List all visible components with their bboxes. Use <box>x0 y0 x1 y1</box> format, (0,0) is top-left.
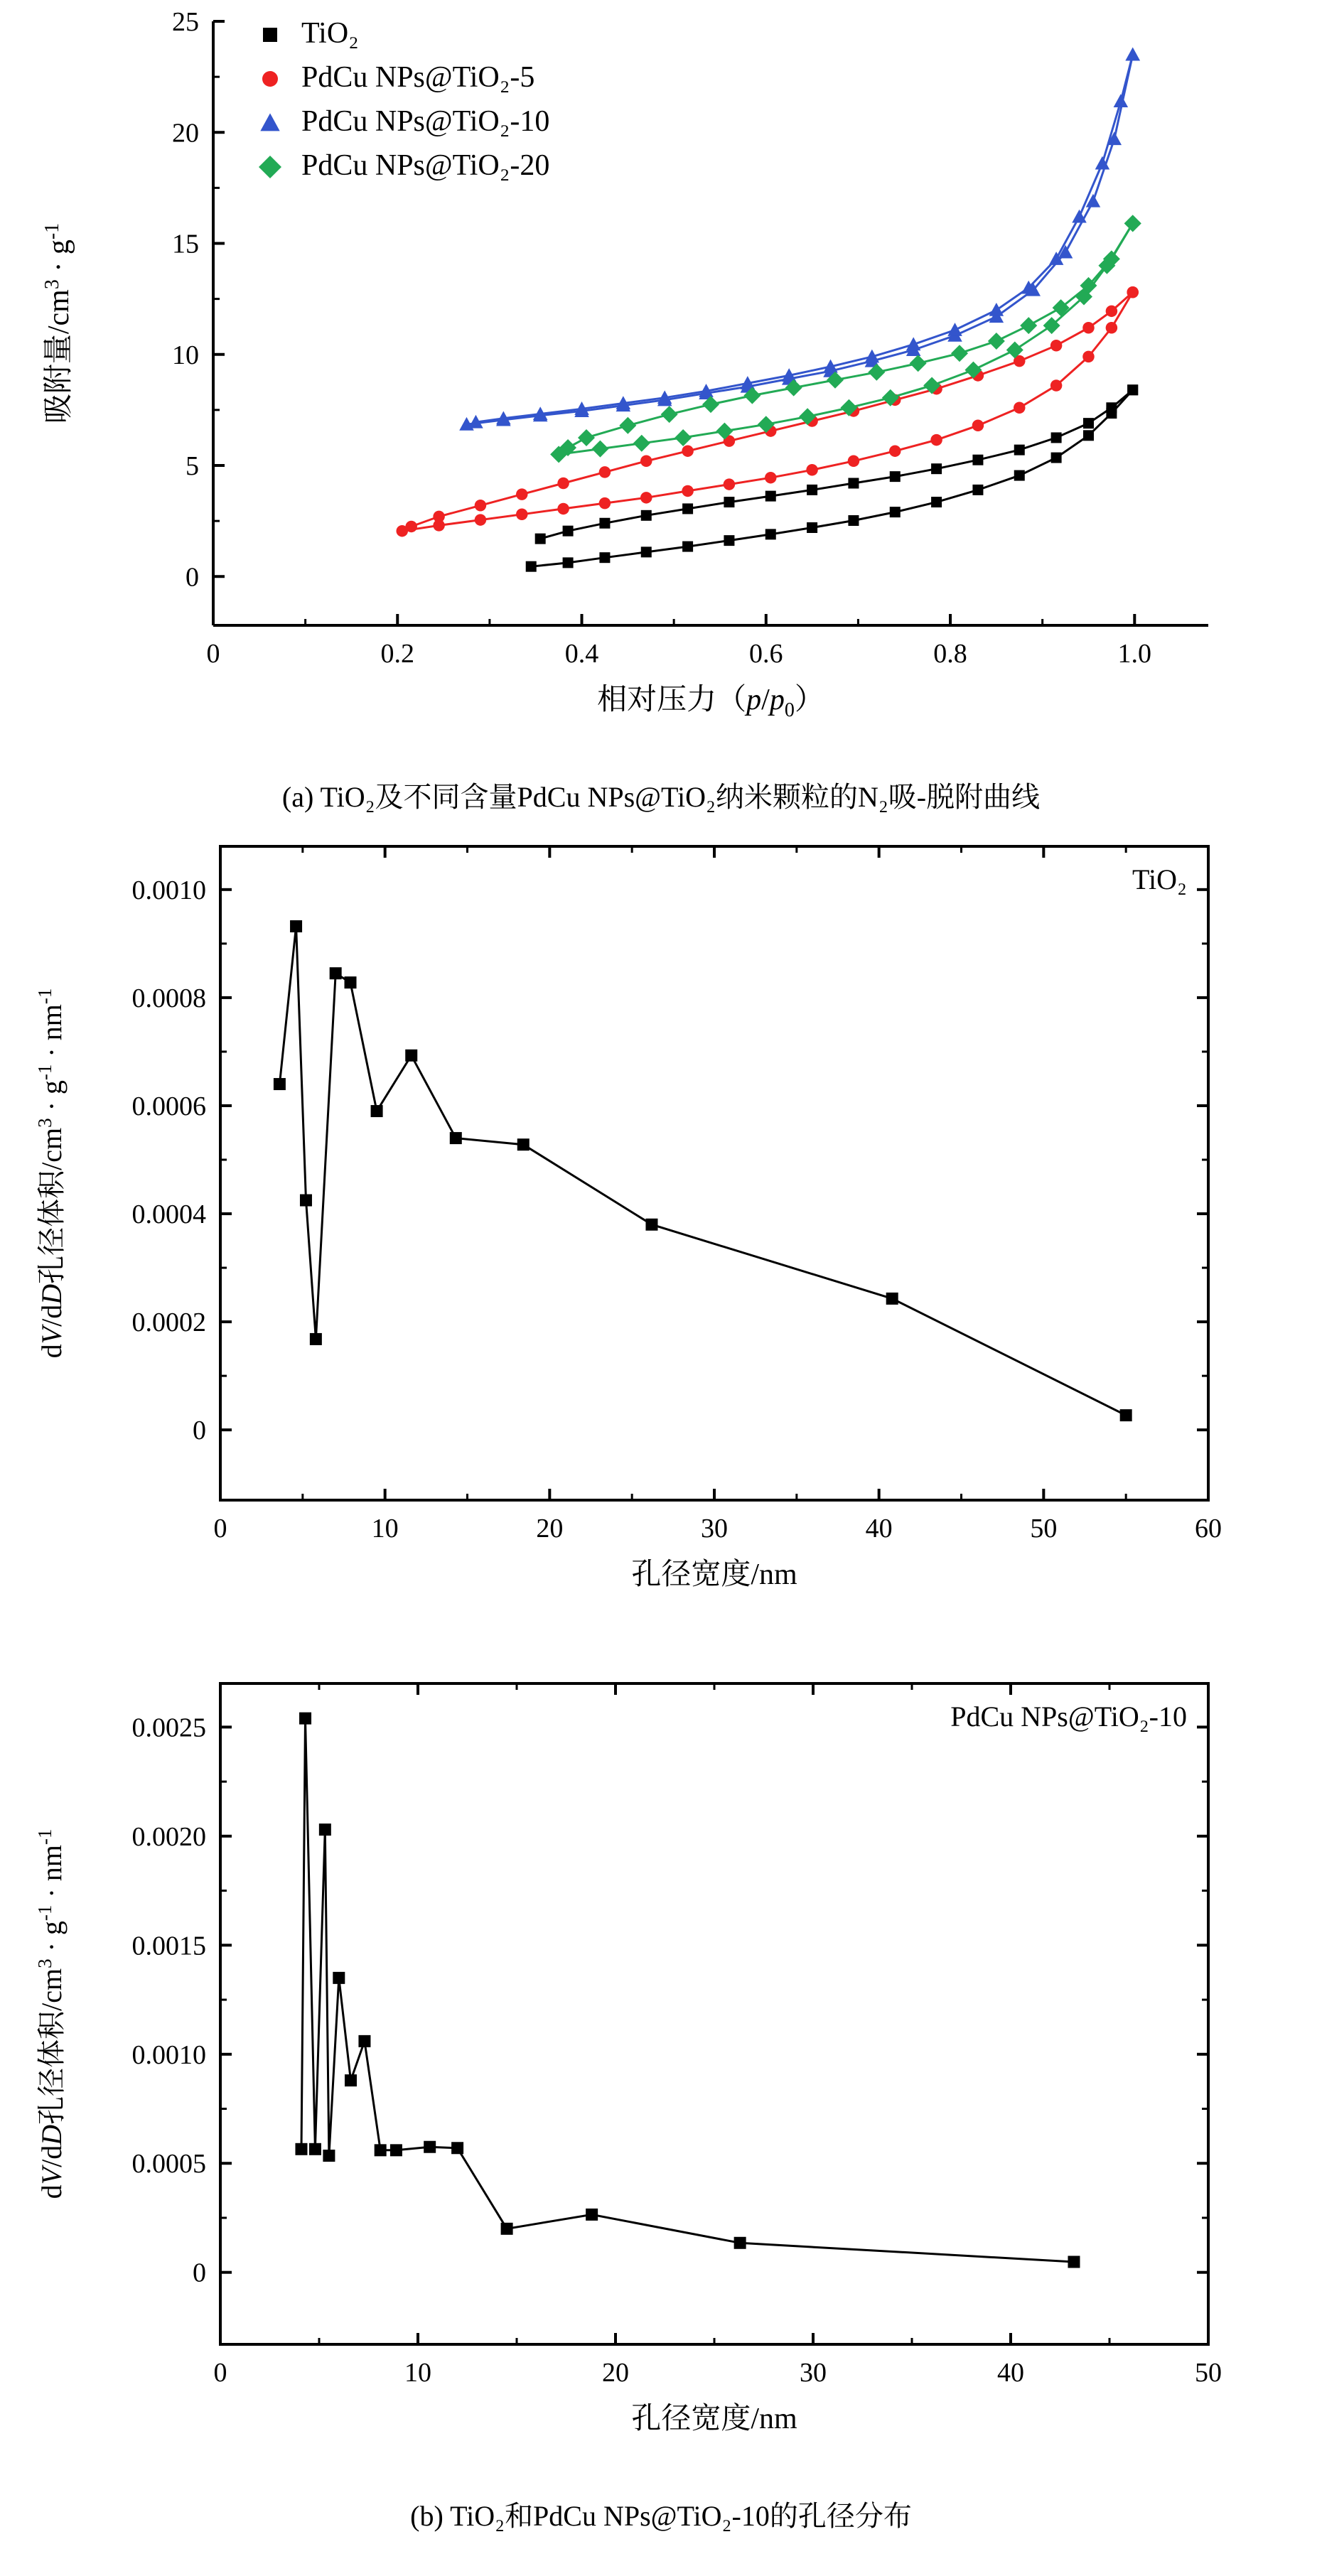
legend-label: PdCu NPs@TiO₂-10 <box>301 105 550 138</box>
series-2 <box>459 48 1140 431</box>
panel-psd-tio2 <box>0 825 1322 1649</box>
data-marker <box>1083 430 1094 441</box>
data-marker <box>390 2144 402 2156</box>
data-marker <box>1082 322 1095 334</box>
data-marker <box>641 546 652 557</box>
legend-label: PdCu NPs@TiO₂-20 <box>301 149 550 182</box>
data-marker <box>889 445 901 457</box>
data-marker <box>563 526 574 537</box>
data-marker <box>599 552 610 563</box>
data-marker <box>1106 322 1118 334</box>
y-tick-label: 0.0015 <box>131 1931 206 1961</box>
data-marker <box>1050 340 1063 352</box>
data-marker <box>516 488 528 500</box>
data-marker <box>300 1195 312 1207</box>
data-marker <box>765 491 776 502</box>
y-tick-label: 0.0010 <box>131 2039 206 2070</box>
data-marker <box>371 1105 383 1117</box>
data-marker <box>557 478 569 490</box>
data-marker <box>988 333 1005 350</box>
data-marker <box>591 441 608 458</box>
data-marker <box>931 497 942 507</box>
caption-b: (b) TiO₂和PdCu NPs@TiO₂-10的孔径分布 <box>410 2500 912 2532</box>
plot-frame <box>220 1683 1208 2344</box>
x-axis-label: 相对压力$(p/p_0)$ <box>597 684 824 721</box>
data-marker <box>1050 379 1063 392</box>
data-marker <box>319 1823 331 1836</box>
x-tick-label: 10 <box>371 1514 399 1543</box>
y-axis-label: dV/dD孔径体积$/cm^3 \cdot g^{-1} \cdot nm^{-1}$ <box>34 1828 68 2199</box>
data-marker <box>848 478 859 489</box>
data-marker <box>405 1050 417 1062</box>
data-marker <box>262 71 278 87</box>
data-marker <box>375 2144 387 2156</box>
data-marker <box>640 456 652 468</box>
data-marker <box>599 466 611 478</box>
data-marker <box>765 472 777 484</box>
caption-a: (a) TiO₂及不同含量PdCu NPs@TiO₂纳米颗粒的N₂吸-脱附曲线 <box>281 781 1041 813</box>
data-marker <box>599 518 610 529</box>
data-marker <box>295 2143 307 2155</box>
data-marker <box>557 503 569 515</box>
data-marker <box>1106 402 1117 413</box>
data-marker <box>734 2237 746 2249</box>
data-marker <box>1127 286 1139 298</box>
data-marker <box>645 1219 657 1231</box>
data-marker <box>451 2142 463 2154</box>
data-marker <box>1082 351 1095 363</box>
series-3 <box>550 215 1141 463</box>
data-marker <box>951 345 968 362</box>
y-tick-label: 25 <box>172 7 199 37</box>
data-marker <box>333 1972 345 1984</box>
x-axis-label: 孔径宽度/nm <box>631 2403 797 2435</box>
data-marker <box>517 1138 530 1150</box>
x-axis-label: 孔径宽度/nm <box>631 1558 797 1591</box>
data-marker <box>475 500 487 512</box>
data-marker <box>1106 306 1118 318</box>
data-marker <box>309 2143 321 2155</box>
data-marker <box>807 485 817 495</box>
data-marker <box>475 514 487 526</box>
data-marker <box>310 1333 322 1345</box>
data-marker <box>724 478 736 490</box>
data-marker <box>806 464 818 476</box>
x-tick-label: 60 <box>1195 1514 1222 1543</box>
x-tick-label: 0.6 <box>749 639 783 669</box>
data-marker <box>640 492 652 504</box>
data-marker <box>765 529 776 539</box>
isotherm-chart <box>0 0 1322 775</box>
x-tick-label: 0 <box>213 2358 227 2388</box>
psd-line <box>279 927 1126 1416</box>
data-marker <box>424 2141 436 2153</box>
data-marker <box>1020 317 1037 334</box>
data-marker <box>619 417 636 434</box>
data-marker <box>807 522 817 533</box>
x-tick-label: 0.2 <box>380 639 415 669</box>
data-marker <box>886 1293 898 1305</box>
y-axis-label: 吸附量$/cm^3 \cdot g^{-1}$ <box>41 222 75 424</box>
data-marker <box>1068 2256 1080 2268</box>
data-marker <box>1124 215 1141 232</box>
data-marker <box>535 534 546 544</box>
data-marker <box>1127 384 1138 395</box>
data-marker <box>848 515 859 526</box>
data-marker <box>972 455 983 465</box>
y-tick-label: 0.0006 <box>131 1091 206 1121</box>
data-marker <box>563 557 574 568</box>
panel-isotherms <box>0 0 1322 775</box>
psd-line <box>301 1718 1074 2262</box>
y-tick-label: 0.0002 <box>131 1308 206 1338</box>
data-marker <box>1014 470 1025 481</box>
data-marker <box>910 355 927 372</box>
data-marker <box>358 2035 370 2047</box>
x-tick-label: 40 <box>997 2358 1024 2388</box>
data-marker <box>930 434 942 446</box>
y-tick-label: 0.0020 <box>131 1821 206 1852</box>
data-marker <box>661 406 678 423</box>
y-tick-label: 0.0005 <box>131 2149 206 2179</box>
data-marker <box>1083 418 1094 429</box>
data-marker <box>682 541 693 552</box>
data-marker <box>260 113 279 131</box>
legend <box>259 17 549 182</box>
data-marker <box>274 1078 286 1090</box>
data-marker <box>599 497 611 510</box>
x-tick-label: 40 <box>865 1514 893 1543</box>
data-marker <box>1014 402 1026 414</box>
x-tick-label: 50 <box>1030 1514 1058 1543</box>
x-tick-label: 0.4 <box>564 639 599 669</box>
y-tick-label: 0.0004 <box>131 1200 206 1230</box>
data-marker <box>848 456 860 468</box>
data-marker <box>972 420 984 432</box>
x-tick-label: 50 <box>1195 2358 1222 2388</box>
data-marker <box>931 463 942 474</box>
y-tick-label: 20 <box>172 118 199 149</box>
data-marker <box>1125 48 1140 61</box>
data-marker <box>586 2209 598 2221</box>
data-marker <box>526 561 537 572</box>
data-marker <box>259 156 281 178</box>
data-marker <box>682 485 694 497</box>
y-tick-label: 5 <box>186 451 199 481</box>
data-marker <box>299 1713 311 1725</box>
x-tick-label: 0.8 <box>933 639 967 669</box>
data-marker <box>1120 1409 1132 1421</box>
legend-label: TiO₂ <box>301 17 359 50</box>
data-marker <box>633 435 650 452</box>
x-tick-label: 20 <box>536 1514 564 1543</box>
y-tick-label: 15 <box>172 229 199 259</box>
y-tick-label: 0 <box>193 2258 206 2288</box>
x-tick-label: 0 <box>206 639 220 669</box>
data-marker <box>1051 453 1062 463</box>
y-tick-label: 0.0008 <box>131 983 206 1013</box>
psd-pdcu-chart <box>0 1662 1322 2494</box>
y-tick-label: 0.0025 <box>131 1713 206 1743</box>
data-marker <box>433 511 445 523</box>
x-tick-label: 1.0 <box>1117 639 1152 669</box>
data-marker <box>906 337 921 350</box>
y-tick-label: 10 <box>172 340 199 370</box>
plot-annotation: TiO₂ <box>1132 863 1187 895</box>
data-marker <box>1051 432 1062 443</box>
data-marker <box>450 1132 462 1144</box>
data-marker <box>501 2223 513 2235</box>
data-marker <box>323 2150 335 2162</box>
data-marker <box>682 503 693 514</box>
series-0 <box>526 384 1138 571</box>
data-marker <box>1014 445 1025 456</box>
data-marker <box>405 521 417 533</box>
y-tick-label: 0 <box>193 1416 206 1446</box>
x-tick-label: 20 <box>602 2358 629 2388</box>
data-marker <box>330 967 342 979</box>
y-tick-label: 0 <box>186 562 199 593</box>
plot-frame <box>220 846 1208 1500</box>
data-marker <box>516 509 528 521</box>
data-marker <box>724 497 734 507</box>
data-marker <box>675 429 692 446</box>
panel-psd-pdcu <box>0 1662 1322 2494</box>
x-tick-label: 0 <box>213 1514 227 1543</box>
x-tick-label: 10 <box>404 2358 431 2388</box>
x-tick-label: 30 <box>800 2358 827 2388</box>
data-marker <box>972 485 983 495</box>
data-marker <box>989 303 1004 316</box>
adsorption-line <box>467 55 1133 424</box>
data-marker <box>724 535 734 546</box>
data-marker <box>641 510 652 521</box>
desorption-line <box>475 55 1132 422</box>
data-marker <box>345 976 357 988</box>
data-marker <box>890 507 901 517</box>
data-marker <box>682 445 694 457</box>
data-marker <box>1114 94 1129 107</box>
y-axis-label: dV/dD孔径体积$/cm^3 \cdot g^{-1} \cdot nm^{-1}$ <box>34 988 68 1359</box>
psd-tio2-chart <box>0 825 1322 1649</box>
data-marker <box>263 28 277 42</box>
data-marker <box>947 323 962 336</box>
data-marker <box>578 429 595 446</box>
data-marker <box>345 2074 357 2086</box>
adsorption-line <box>559 223 1133 454</box>
legend-label: PdCu NPs@TiO₂-5 <box>301 61 535 94</box>
y-tick-label: 0.0010 <box>131 875 206 905</box>
data-marker <box>890 471 901 482</box>
plot-annotation: PdCu NPs@TiO₂-10 <box>950 1701 1187 1732</box>
data-marker <box>290 920 302 932</box>
x-tick-label: 30 <box>701 1514 728 1543</box>
